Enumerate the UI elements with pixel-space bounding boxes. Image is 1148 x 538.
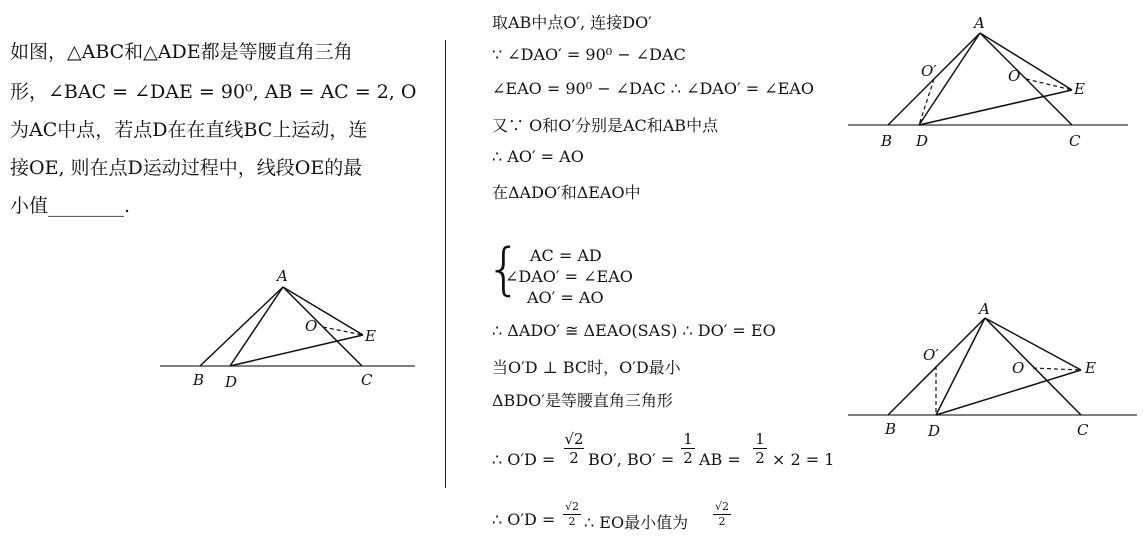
solution-line-5: ∴ AO′ = AO [492,147,584,166]
fraction-numerator: √2 [564,430,584,448]
fraction-numerator: 1 [683,430,693,448]
segment-de [919,90,1072,125]
label-o: O [1008,67,1021,85]
question-line-2: 形，∠BAC = ∠DAE = 90⁰, AB = AC = 2, O [10,81,417,103]
solution-line-10-part-1: ∴ O′D = [492,450,556,469]
fraction-numerator: 1 [755,430,765,448]
label-o: O [305,317,318,335]
label-a: A [277,267,288,285]
system-eq-1: AC = AD [530,246,602,265]
label-e: E [1085,359,1096,377]
system-brace: { [486,237,522,302]
segment-oe [1033,368,1081,370]
solution-line-10-part-4: × 2 = 1 [772,450,835,469]
segment-ad [230,287,283,366]
system-eq-3: AO′ = AO [527,288,604,307]
solution-line-7: ∴ ΔADO′ ≅ ΔEAO(SAS) ∴ DO′ = EO [492,321,776,340]
question-line-1: 如图，△ABC和△ADE都是等腰直角三角 [10,41,353,63]
fraction-small-sqrt2-over-2-b [713,500,731,529]
segment-oe [1026,79,1072,90]
label-c: C [361,371,373,389]
fraction-small-sqrt2-over-2-a [563,500,581,529]
fraction-denominator: 2 [563,514,581,529]
label-e: E [365,327,376,345]
solution-figure-bottom [845,298,1140,443]
label-b: B [885,420,897,438]
segment-ac [985,318,1081,415]
solution-line-1: 取AB中点O′, 连接DO′ [492,13,652,32]
segment-de [230,335,363,366]
label-e: E [1074,80,1085,98]
label-c: C [1077,421,1089,439]
fraction-one-half-b [753,430,767,467]
label-a: A [979,300,990,318]
question-line-5: 小值________. [10,195,131,217]
label-o: O [1012,359,1025,377]
segment-ab [200,287,283,366]
label-d: D [916,132,929,150]
fraction-numerator: √2 [714,500,729,513]
solution-line-11-part-2: ∴ EO最小值为 [584,513,689,532]
solution-line-8: 当O′D ⊥ BC时，O′D最小 [492,358,681,377]
column-divider [445,40,446,488]
question-figure [155,265,420,395]
label-d: D [225,373,238,391]
label-o-prime: O′ [921,62,937,80]
label-b: B [881,132,893,150]
fraction-sqrt2-over-2 [564,430,584,467]
fraction-denominator: 2 [681,448,695,467]
solution-figure-top [845,8,1130,150]
solution-line-4: 又∵ O和O′分别是AC和AB中点 [492,116,719,135]
system-eq-2: ∠DAO′ = ∠EAO [505,267,633,286]
fraction-denominator: 2 [564,448,584,467]
solution-line-10-part-2: BO′, BO′ = [588,450,675,469]
fraction-denominator: 2 [713,514,731,529]
question-line-4: 接OE, 则在点D运动过程中，线段OE的最 [10,157,363,179]
fraction-one-half-a [681,430,695,467]
segment-ad [936,318,985,415]
label-b: B [193,371,205,389]
segment-ae [980,33,1072,90]
solution-line-10-part-3: AB = [699,450,741,469]
label-c: C [1069,132,1081,150]
solution-line-11-part-1: ∴ O′D = [492,510,556,529]
segment-ae [985,318,1081,370]
label-o-prime: O′ [923,346,939,364]
question-line-3: 为AC中点，若点D在在直线BC上运动，连 [10,119,368,141]
fraction-denominator: 2 [753,448,767,467]
label-a: A [974,14,985,32]
solution-line-9: ΔBDO′是等腰直角三角形 [492,391,673,410]
solution-line-2: ∵ ∠DAO′ = 90⁰ − ∠DAC [492,45,686,64]
solution-line-6: 在ΔADO′和ΔEAO中 [492,183,641,202]
fraction-numerator: √2 [564,500,579,513]
solution-line-3: ∠EAO = 90⁰ − ∠DAC ∴ ∠DAO′ = ∠EAO [492,79,814,98]
label-d: D [928,422,941,440]
